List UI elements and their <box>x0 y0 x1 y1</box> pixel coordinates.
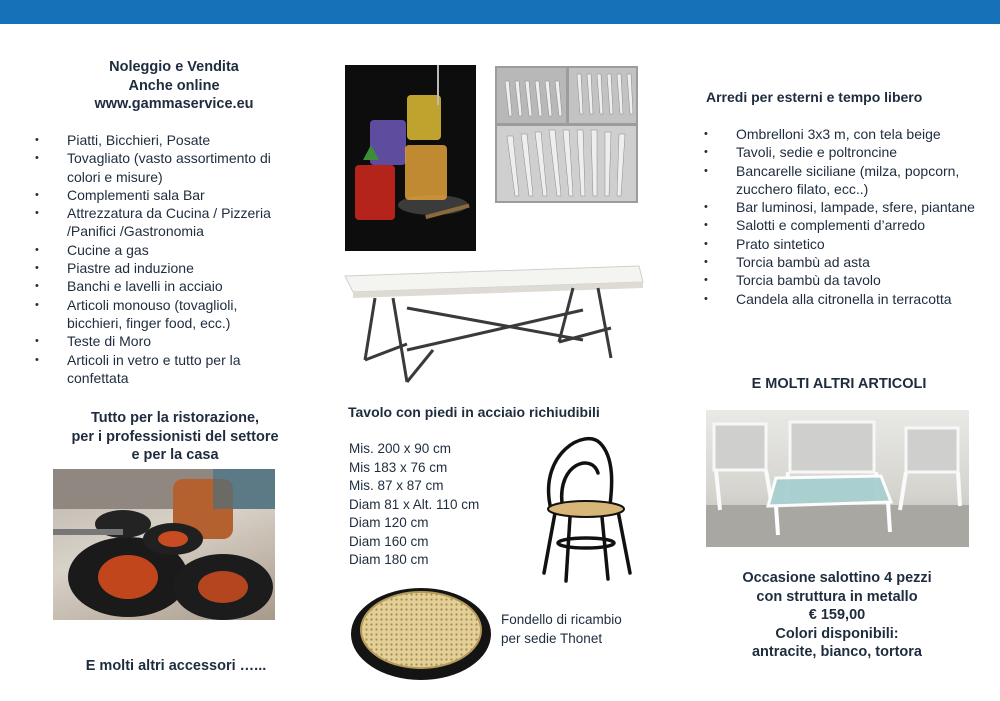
garden-set-photo <box>706 410 969 547</box>
table-caption: Tavolo con piedi in acciaio richiudibili <box>348 404 600 420</box>
list-item: • Prato sintetico <box>700 235 978 253</box>
list-item: • Torcia bambù ad asta <box>700 253 978 271</box>
offer-line: Colori disponibili: <box>775 625 899 642</box>
website-link[interactable]: www.gammaservice.eu <box>94 96 254 112</box>
list-item: • Teste di Moro <box>31 332 293 350</box>
list-item: • Torcia bambù da tavolo <box>700 271 978 289</box>
size-item: Mis 183 x 76 cm <box>349 459 448 475</box>
size-item: Diam 81 x Alt. 110 cm <box>349 496 480 512</box>
left-header <box>40 58 308 114</box>
list-item: • Tovagliato (vasto assortimento di colori e misure) <box>31 149 293 186</box>
list-item: • Complementi sala Bar <box>31 186 293 204</box>
list-item: • Articoli monouso (tovaglioli, bicchieri, finger food, ecc.) <box>31 296 293 333</box>
folding-table-photo <box>343 262 645 387</box>
size-item: Diam 160 cm <box>349 533 429 549</box>
list-item: • Banchi e lavelli in acciaio <box>31 277 293 295</box>
top-bar <box>0 0 1000 24</box>
list-item: • Bancarelle siciliane (milza, popcorn, zucchero filato, ecc..) <box>700 162 978 199</box>
outdoor-list <box>700 125 978 308</box>
glasses-photo <box>345 65 476 251</box>
more-articles-text: E MOLTI ALTRI ARTICOLI <box>751 376 927 392</box>
list-item: • Salotti e complementi d’arredo <box>700 216 978 234</box>
list-item: • Piastre ad induzione <box>31 259 293 277</box>
cutlery-photo <box>495 66 638 203</box>
header-line: Anche online <box>128 77 220 94</box>
outdoor-header: Arredi per esterni e tempo libero <box>706 89 923 105</box>
list-item: • Tavoli, sedie e poltroncine <box>700 143 978 161</box>
offer-box <box>706 569 968 662</box>
list-item: • Articoli in vetro e tutto per la confettata <box>31 351 293 388</box>
size-item: Mis. 200 x 90 cm <box>349 441 452 456</box>
price: € 159,00 <box>808 607 866 623</box>
size-item: Mis. 87 x 87 cm <box>349 478 444 493</box>
ristorazione-heading <box>30 409 320 465</box>
list-item: • Cucine a gas <box>31 241 293 259</box>
pans-photo <box>53 469 275 620</box>
offer-line: Occasione salottino 4 pezzi <box>742 570 932 586</box>
size-list <box>349 440 519 570</box>
list-item: • Ombrelloni 3x3 m, con tela beige <box>700 125 978 143</box>
size-item: Diam 120 cm <box>349 515 429 530</box>
seat-caption <box>501 611 651 648</box>
list-item: • Bar luminosi, lampade, sfere, piantane <box>700 198 978 216</box>
thonet-chair-photo <box>530 433 642 583</box>
header-line: Noleggio e Vendita <box>109 59 239 75</box>
caption-line: per sedie Thonet <box>501 630 603 646</box>
heading-line: Tutto per la ristorazione, <box>90 410 260 426</box>
list-item: • Attrezzatura da Cucina / Pizzeria /Panifici /Gastronomia <box>31 204 293 241</box>
list-item: • Piatti, Bicchieri, Posate <box>31 131 293 149</box>
list-item: • Candela alla citronella in terracotta <box>700 290 978 308</box>
more-accessories-text: E molti altri accessori …... <box>85 658 267 674</box>
size-item: Diam 180 cm <box>349 552 429 567</box>
offer-line: antracite, bianco, tortora <box>751 644 922 660</box>
heading-line: e per la casa <box>131 447 219 463</box>
caption-line: Fondello di ricambio <box>501 612 622 627</box>
cane-seat-photo <box>349 582 493 682</box>
left-service-list <box>31 131 293 387</box>
offer-line: con struttura in metallo <box>756 588 918 605</box>
heading-line: per i professionisti del settore <box>71 428 279 445</box>
